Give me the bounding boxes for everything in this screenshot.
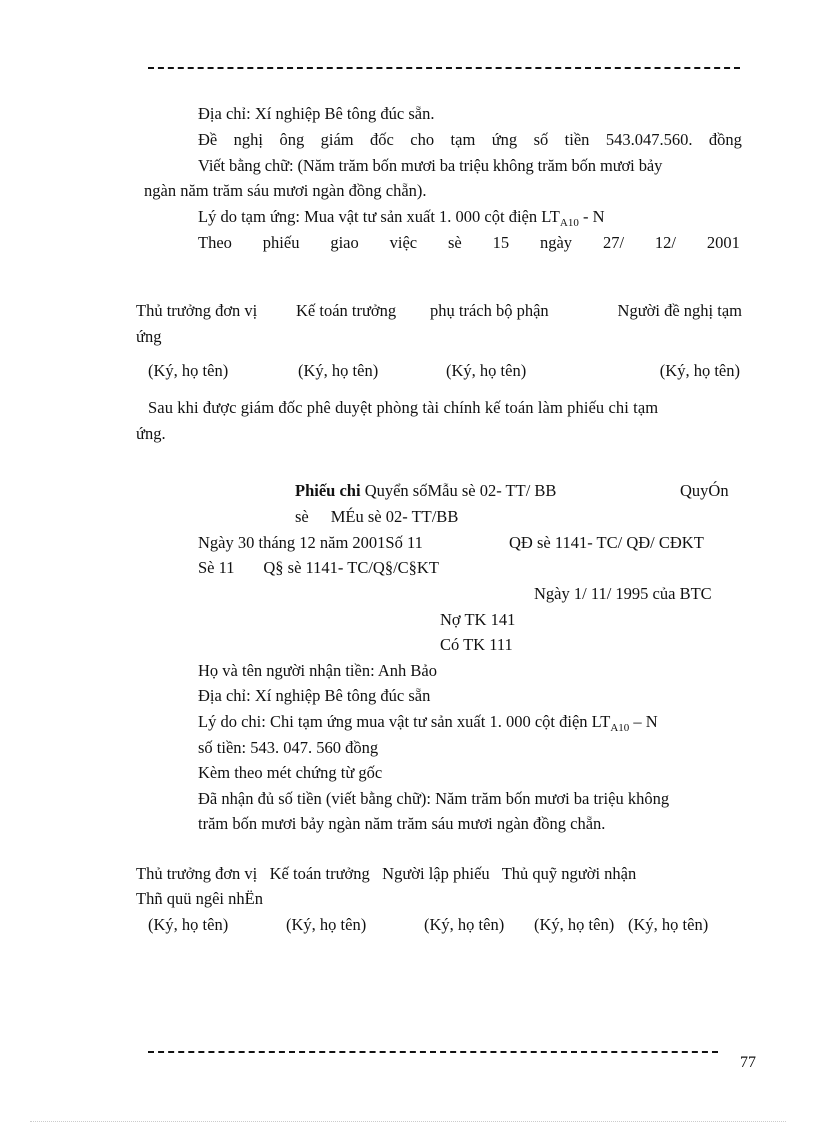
request-word: đốc [370, 130, 394, 149]
sign-placeholder: (Ký, họ tên) [424, 915, 505, 934]
advance-reason-subscript: A10 [559, 217, 579, 229]
sign-placeholder: (Ký, họ tên) [534, 915, 615, 934]
role-chief-accountant: Kế toán trưởng [296, 301, 397, 320]
voucher-book-form: Quyển sốMẫu sè 02- TT/ BB [360, 481, 557, 500]
sign-placeholder: (Ký, họ tên) [148, 361, 229, 380]
payment-reason-suffix: – N [629, 712, 658, 731]
reference-word: 2001 [706, 233, 740, 252]
voucher-header-line-2 [295, 507, 458, 527]
reference-word: phiếu [262, 233, 300, 252]
request-word: cho [410, 130, 435, 149]
attached-documents-line: Kèm theo mét chứng từ gốc [198, 763, 383, 782]
voucher-signature-garbled: Thñ quü ngêi nhËn [136, 889, 263, 908]
voucher-title: Phiếu chi [295, 481, 361, 500]
signature-sign-row [148, 361, 740, 381]
voucher-garbled-line: Sè 11 Q§ sè 1141- TC/Q§/C§KT [198, 558, 439, 577]
debit-account: Nợ TK 141 [440, 610, 516, 629]
voucher-number-label: sè [295, 507, 309, 526]
transition-line-1: Sau khi được giám đốc phê duyệt phòng tài chính kế toán làm phiếu chi tạm [148, 398, 659, 417]
voucher-address-line: Địa chỉ: Xí nghiệp Bê tông đúc sẵn [198, 686, 431, 705]
voucher-date-line: Ngày 30 tháng 12 năm 2001Số 11 [198, 533, 423, 552]
payment-reason-subscript: A10 [610, 722, 630, 734]
request-word: nghị [233, 130, 264, 149]
payment-reason-line [198, 712, 658, 732]
request-word: đồng [708, 130, 742, 149]
reference-word: việc [389, 233, 418, 252]
role-unit-head: Thủ trưởng đơn vị [136, 301, 258, 320]
sign-placeholder: (Ký, họ tên) [628, 915, 709, 934]
signature-roles-continuation: ứng [136, 327, 162, 346]
voucher-btc-line: Ngày 1/ 11/ 1995 của BTC [534, 584, 712, 603]
reference-word: 15 [492, 233, 510, 252]
payment-reason-text: Lý do chi: Chi tạm ứng mua vật tư sản xuất 1. 000 cột điện LT [198, 712, 611, 731]
received-amount-line-2: trăm bốn mươi bảy ngàn năm trăm sáu mươi ngàn đồng chẵn. [198, 814, 606, 833]
role-requester: Người đề nghị tạm [617, 301, 742, 320]
advance-reason-suffix: - N [578, 207, 605, 226]
received-amount-line-1: Đã nhận đủ số tiền (viết bằng chữ): Năm trăm bốn mươi ba triệu không [198, 789, 670, 808]
sign-placeholder: (Ký, họ tên) [446, 361, 527, 380]
sign-placeholder: (Ký, họ tên) [659, 361, 740, 380]
voucher-header-right: QuyÓn [680, 481, 729, 500]
reference-word: 27/ [602, 233, 625, 252]
reference-word: sè [447, 233, 462, 252]
request-word: Đề [198, 130, 218, 149]
voucher-signature-roles: Thủ trưởng đơn vị Kế toán trưởng Người lập phiếu Thủ quỹ người nhận [136, 864, 637, 883]
amount-in-words-line-1: Viết bằng chữ: (Năm trăm bốn mươi ba triệu không trăm bốn mươi bảy [198, 156, 663, 175]
request-word: ông [279, 130, 305, 149]
sign-placeholder: (Ký, họ tên) [286, 915, 367, 934]
footer-rule [148, 1051, 718, 1053]
request-word: giám [320, 130, 354, 149]
request-line [198, 130, 742, 150]
sign-placeholder: (Ký, họ tên) [298, 361, 379, 380]
voucher-decision-line: QĐ sè 1141- TC/ QĐ/ CĐKT [509, 533, 704, 552]
work-order-reference-line [198, 233, 740, 253]
footer-dotted-line [30, 1121, 786, 1122]
reference-word: giao [330, 233, 359, 252]
page-number: 77 [740, 1054, 756, 1071]
credit-account: Có TK 111 [440, 635, 513, 654]
voucher-header-line-1 [295, 481, 556, 501]
sign-placeholder: (Ký, họ tên) [148, 915, 229, 934]
voucher-sign-row [148, 915, 718, 935]
role-department-head: phụ trách bộ phận [430, 301, 549, 320]
transition-line-2: ứng. [136, 424, 166, 443]
address-line: Địa chỉ: Xí nghiệp Bê tông đúc sẵn. [198, 104, 435, 123]
reference-word: Theo [198, 233, 232, 252]
recipient-line: Họ và tên người nhận tiền: Anh Bảo [198, 661, 438, 680]
request-word: tiền [564, 130, 590, 149]
request-word: 543.047.560. [605, 130, 693, 149]
request-word: tạm [450, 130, 476, 149]
request-word: ứng [491, 130, 518, 149]
reference-word: 12/ [654, 233, 676, 252]
request-word: số [533, 130, 549, 149]
signature-roles-row [136, 301, 742, 321]
amount-in-words-line-2: ngàn năm trăm sáu mươi ngàn đồng chẵn). [144, 181, 427, 200]
reference-word: ngày [539, 233, 573, 252]
advance-reason-text: Lý do tạm ứng: Mua vật tư sản xuất 1. 000 cột điện LT [198, 207, 560, 226]
payment-amount-line: số tiền: 543. 047. 560 đồng [198, 738, 379, 757]
advance-reason-line [198, 207, 605, 227]
voucher-form-code: MÉu sè 02- TT/BB [330, 507, 459, 526]
header-rule [148, 67, 740, 69]
